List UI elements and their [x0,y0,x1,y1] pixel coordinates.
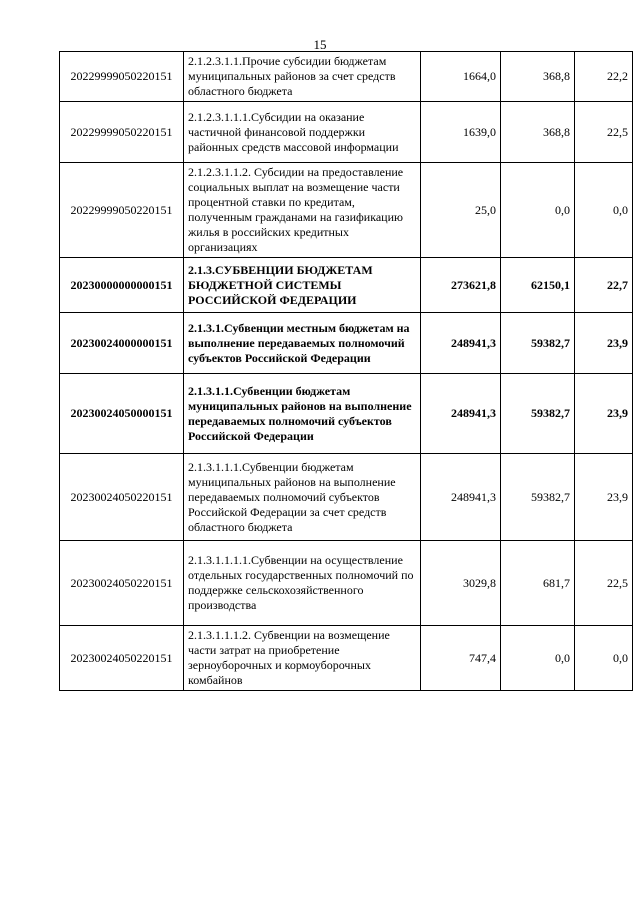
budget-code-cell: 20229999050220151 [60,163,184,258]
budget-code-cell: 20230024050000151 [60,374,184,454]
budget-code-cell: 20230000000000151 [60,258,184,313]
item-name-cell: 2.1.2.3.1.1.1.Субсидии на оказание частичной финансовой поддержки районных средств массовой информации [184,102,421,163]
table-row [60,52,633,102]
plan-value-cell: 3029,8 [421,541,501,626]
table-row [60,102,633,163]
budget-code-cell: 20230024050220151 [60,541,184,626]
percent-value-cell: 22,5 [575,102,633,163]
plan-value-cell: 1664,0 [421,52,501,102]
plan-value-cell: 747,4 [421,626,501,691]
page-number: 15 [313,37,327,52]
item-name-cell: 2.1.3.1.Субвенции местным бюджетам на выполнение передаваемых полномочий субъектов Российской Федерации [184,313,421,374]
fact-value-cell: 59382,7 [501,374,575,454]
percent-value-cell: 23,9 [575,454,633,541]
budget-code-cell: 20230024050220151 [60,626,184,691]
fact-value-cell: 59382,7 [501,313,575,374]
table-row [60,454,633,541]
item-name-cell: 2.1.3.1.1.Субвенции бюджетам муниципальных районов на выполнение передаваемых полномочий субъектов Российской Федерации [184,374,421,454]
table-row [60,313,633,374]
item-name-cell: 2.1.3.1.1.1.Субвенции бюджетам муниципальных районов на выполнение передаваемых полномочий субъектов Российской Федерации за счет средств областного бюджета [184,454,421,541]
fact-value-cell: 681,7 [501,541,575,626]
table-row [60,541,633,626]
budget-table [59,51,633,691]
budget-code-cell: 20230024050220151 [60,454,184,541]
item-name-cell: 2.1.3.СУБВЕНЦИИ БЮДЖЕТАМ БЮДЖЕТНОЙ СИСТЕМЫ РОССИЙСКОЙ ФЕДЕРАЦИИ [184,258,421,313]
fact-value-cell: 59382,7 [501,454,575,541]
percent-value-cell: 0,0 [575,626,633,691]
budget-code-cell: 20229999050220151 [60,52,184,102]
fact-value-cell: 0,0 [501,163,575,258]
table-row [60,626,633,691]
table-row [60,258,633,313]
item-name-cell: 2.1.3.1.1.1.2. Субвенции на возмещение части затрат на приобретение зерноуборочных и кормоуборочных комбайнов [184,626,421,691]
fact-value-cell: 368,8 [501,102,575,163]
table-row [60,374,633,454]
plan-value-cell: 273621,8 [421,258,501,313]
table-row [60,163,633,258]
percent-value-cell: 23,9 [575,374,633,454]
plan-value-cell: 25,0 [421,163,501,258]
fact-value-cell: 0,0 [501,626,575,691]
plan-value-cell: 248941,3 [421,454,501,541]
fact-value-cell: 62150,1 [501,258,575,313]
percent-value-cell: 22,5 [575,541,633,626]
plan-value-cell: 248941,3 [421,374,501,454]
budget-code-cell: 20229999050220151 [60,102,184,163]
item-name-cell: 2.1.3.1.1.1.1.Субвенции на осуществление отдельных государственных полномочий по поддержке сельскохозяйственного производства [184,541,421,626]
percent-value-cell: 0,0 [575,163,633,258]
percent-value-cell: 22,2 [575,52,633,102]
percent-value-cell: 22,7 [575,258,633,313]
percent-value-cell: 23,9 [575,313,633,374]
fact-value-cell: 368,8 [501,52,575,102]
budget-code-cell: 20230024000000151 [60,313,184,374]
item-name-cell: 2.1.2.3.1.1.Прочие субсидии бюджетам муниципальных районов за счет средств областного бюджета [184,52,421,102]
plan-value-cell: 1639,0 [421,102,501,163]
item-name-cell: 2.1.2.3.1.1.2. Субсидии на предоставление социальных выплат на возмещение части процентной ставки по кредитам, полученным гражданами на газификацию жилья в российских кредитных организациях [184,163,421,258]
plan-value-cell: 248941,3 [421,313,501,374]
